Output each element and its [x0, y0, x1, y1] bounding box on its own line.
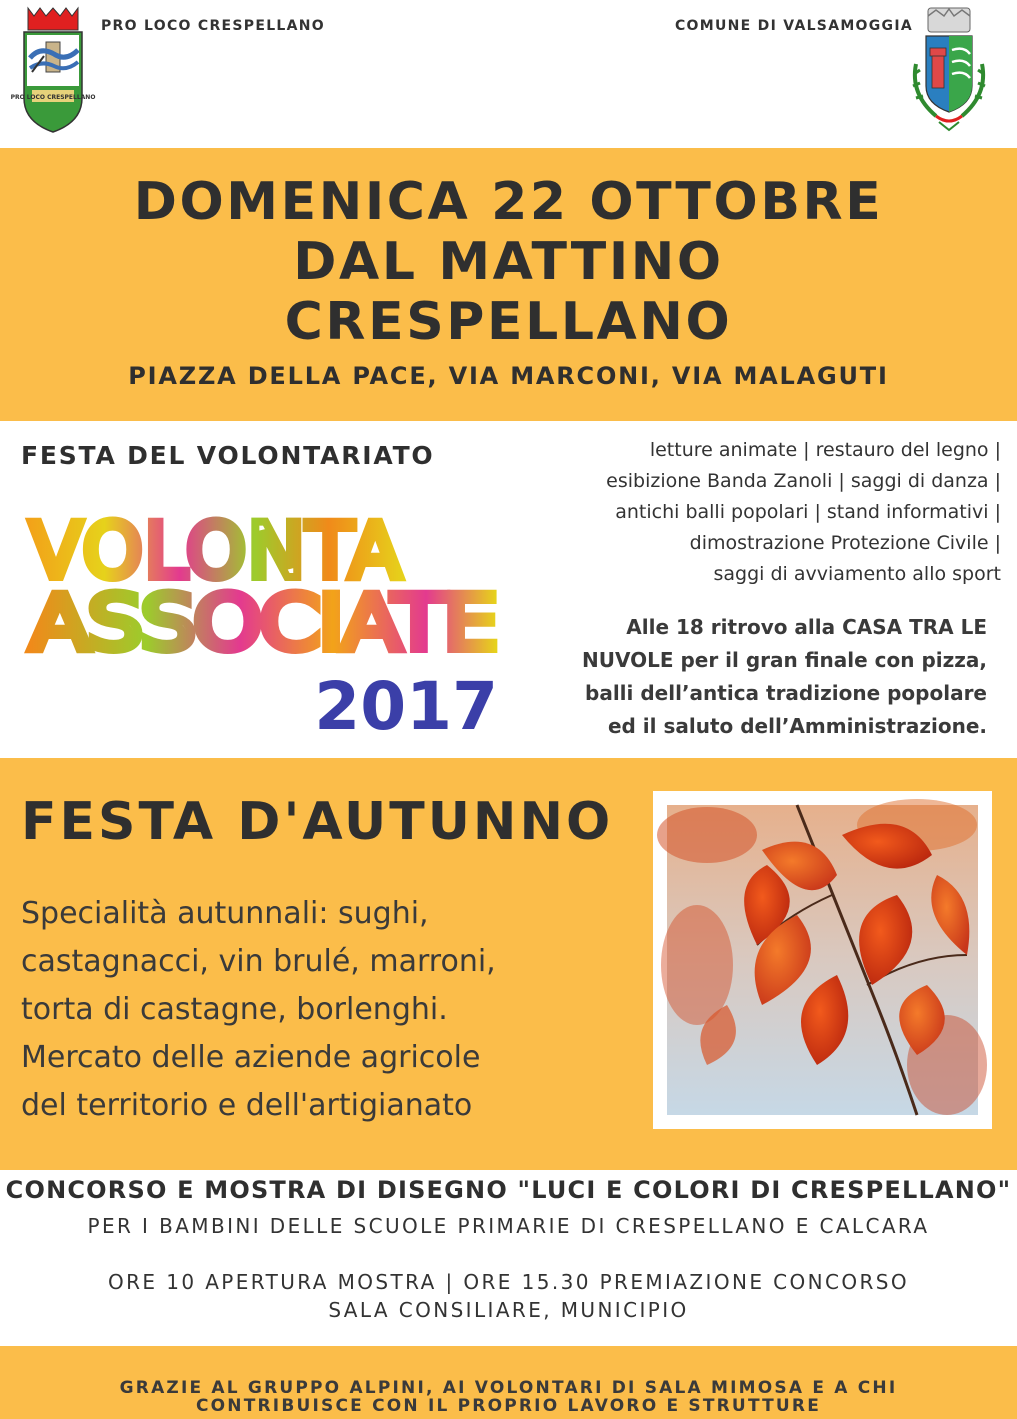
volontariato-title: FESTA DEL VOLONTARIATO — [21, 441, 435, 470]
svg-text:ASSOCIATE: ASSOCIATE — [30, 578, 497, 667]
contest-times: ORE 10 APERTURA MOSTRA | ORE 15.30 PREMIAZIONE CONCORSO — [107, 1270, 910, 1294]
thanks-line: GRAZIE AL GRUPPO ALPINI, AI VOLONTARI DI SALA MIMOSA E A CHI — [119, 1378, 898, 1398]
page-header — [0, 0, 1017, 148]
contest-location: SALA CONSILIARE, MUNICIPIO — [328, 1298, 689, 1322]
activity-line: dimostrazione Protezione Civile | — [689, 532, 1001, 554]
event-place: PIAZZA DELLA PACE, VIA MARCONI, VIA MALAGUTI — [128, 362, 889, 390]
activity-line: esibizione Banda Zanoli | saggi di danza | — [606, 470, 1001, 492]
autunno-line: Mercato delle aziende agricole — [21, 1040, 481, 1075]
municipal-crest-icon — [906, 4, 992, 136]
event-date: DOMENICA 22 OTTOBRE — [133, 172, 884, 232]
finale-line: ed il saluto dell’Amministrazione. — [607, 714, 987, 738]
comune-name: COMUNE DI VALSAMOGGIA — [674, 18, 913, 34]
contest-title: CONCORSO E MOSTRA DI DISEGNO "LUCI E COLORI DI CRESPELLANO" — [5, 1176, 1012, 1204]
event-banner — [0, 148, 1017, 421]
finale-line: Alle 18 ritrovo alla CASA TRA LE — [626, 615, 987, 639]
autumn-leaves-photo — [667, 805, 978, 1115]
svg-text:2017: 2017 — [314, 668, 498, 745]
autunno-title: FESTA D'AUTUNNO — [21, 792, 614, 852]
thanks-footer — [0, 1346, 1017, 1419]
contest-section — [0, 1170, 1017, 1346]
autunno-section — [0, 758, 1017, 1170]
volonta-associate-logo — [28, 506, 508, 745]
volontariato-section — [0, 421, 1017, 758]
svg-text:VOLONTA: VOLONTA — [30, 506, 404, 595]
activity-line: letture animate | restauro del legno | — [649, 439, 1001, 461]
finale-line: balli dell’antica tradizione popolare — [585, 681, 987, 705]
activity-line: saggi di avviamento allo sport — [713, 563, 1001, 585]
event-time: DAL MATTINO — [293, 232, 724, 292]
autunno-line: del territorio e dell'artigianato — [21, 1088, 473, 1123]
autunno-description — [21, 890, 641, 1130]
autunno-line: castagnacci, vin brulé, marroni, — [21, 944, 496, 979]
event-town: CRESPELLANO — [284, 292, 733, 352]
activity-line: antichi balli popolari | stand informativi | — [615, 501, 1001, 523]
activities-list — [531, 435, 1001, 590]
finale-note — [547, 611, 987, 743]
pro-loco-crest-icon — [10, 6, 96, 134]
pro-loco-name: PRO LOCO CRESPELLANO — [101, 18, 326, 34]
autunno-line: torta di castagne, borlenghi. — [21, 992, 448, 1027]
contest-subtitle: PER I BAMBINI DELLE SCUOLE PRIMARIE DI CRESPELLANO E CALCARA — [87, 1214, 930, 1238]
photo-frame — [653, 791, 992, 1129]
finale-line: NUVOLE per il gran finale con pizza, — [581, 648, 987, 672]
svg-text:PRO LOCO CRESPELLANO: PRO LOCO CRESPELLANO — [10, 94, 96, 101]
autunno-line: Specialità autunnali: sughi, — [21, 896, 429, 931]
thanks-line: CONTRIBUISCE CON IL PROPRIO LAVORO E STRUTTURE — [195, 1396, 822, 1416]
